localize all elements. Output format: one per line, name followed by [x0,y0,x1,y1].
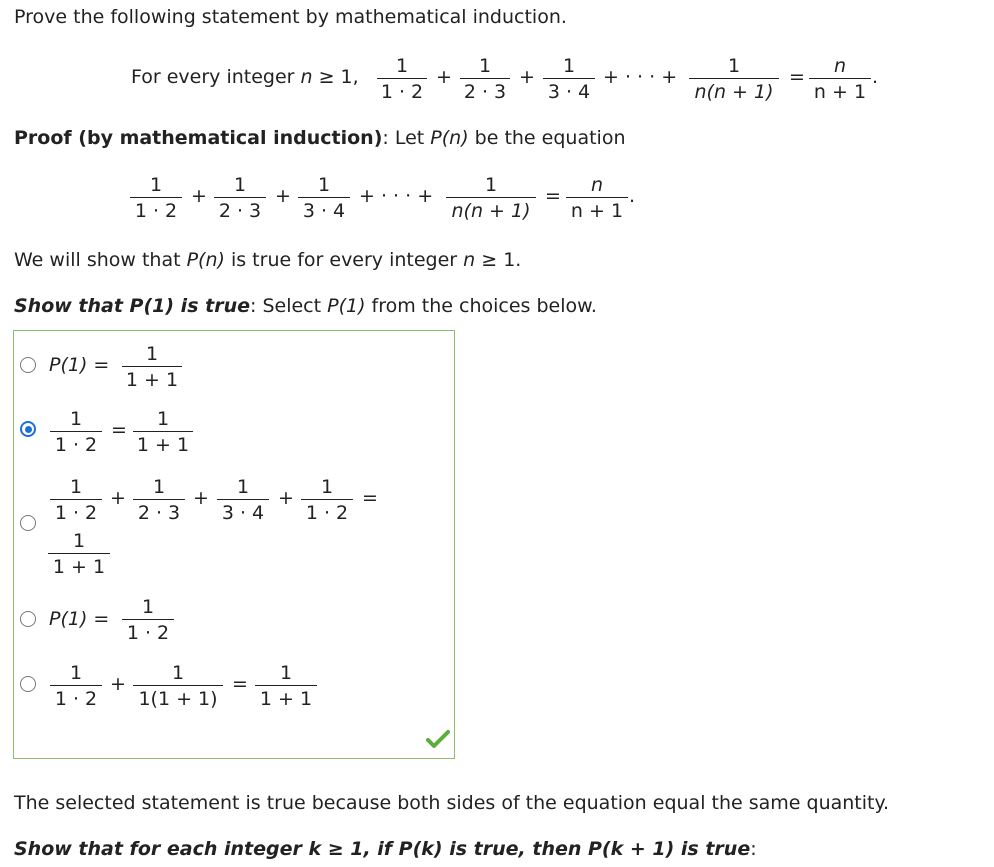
fraction [133,662,223,710]
fraction [122,343,182,391]
fraction-den: 1 · 2 [126,622,170,644]
fraction-num: 1 [279,662,293,684]
step2-colon: : [750,838,757,860]
fraction [543,55,595,103]
fraction [301,476,353,524]
statement-var: n [300,66,313,88]
fraction-den: 1 · 2 [54,434,98,456]
fraction [50,408,102,456]
plus-sign: + [519,66,535,88]
show-all-pre: We will show that [14,249,187,271]
fraction-den: 1 · 2 [54,688,98,710]
equals-sign: = [789,66,805,88]
fraction-num: 1 [171,662,185,684]
fraction-num: 1 [727,55,741,77]
fraction-num: 1 [69,476,83,498]
pn-symbol: P(n) [186,249,225,271]
fraction-den: 3 · 4 [547,81,591,103]
statement-prefix [131,66,359,88]
fraction [377,55,427,103]
period: . [872,66,879,88]
plus-sign: + [278,487,294,509]
fraction-num: 1 [72,530,86,552]
plus-sign: + [275,185,291,207]
fraction-den: 1 + 1 [52,556,106,578]
plus-sign: + [436,66,452,88]
fraction [217,476,269,524]
fraction [214,174,266,222]
fraction [446,174,536,222]
fraction [298,174,350,222]
fraction [133,476,185,524]
radio-button-c[interactable] [20,515,36,531]
step1-label: Show that P(1) is true [14,295,250,317]
equals-sign: = [232,673,248,695]
fraction-num: 1 [141,596,155,618]
fraction-num: n [590,174,604,196]
plus-sign: + [193,487,209,509]
fraction-den: 1(1 + 1) [138,688,218,710]
fraction-den: 1 · 2 [54,502,98,524]
step2-heading [14,838,757,860]
fraction-num: 1 [69,408,83,430]
fraction-den: 1 + 1 [125,369,179,391]
fraction [566,174,628,222]
fraction-num: 1 [478,55,492,77]
proof-line [14,127,626,149]
ellipsis: + · · · + [359,185,434,207]
choice-d-lhs: P(1) = [49,608,110,630]
fraction-num: 1 [149,174,163,196]
fraction-den: 1 + 1 [259,688,313,710]
fraction [255,662,317,710]
plus-sign: + [110,673,126,695]
radio-button-d[interactable] [20,611,36,627]
step2-label: Show that for each integer k ≥ 1, if P(k) is true, then P(k + 1) is true [14,838,751,860]
step1-heading [14,295,597,317]
show-all-post: ≥ 1. [475,249,522,271]
proof-tail: be the equation [468,127,626,149]
fraction-num: 1 [484,174,498,196]
problem-intro: Prove the following statement by mathematical induction. [14,6,567,28]
fraction [133,408,193,456]
fraction-den: 1 + 1 [136,434,190,456]
fraction-num: 1 [69,662,83,684]
fraction-den: 2 · 3 [218,200,262,222]
fraction [122,596,174,644]
radio-button-a[interactable] [20,357,36,373]
fraction-den: n + 1 [813,81,867,103]
fraction [689,55,779,103]
step1-rest-pre: : Select [250,295,328,317]
fraction-num: 1 [562,55,576,77]
fraction-num: 1 [152,476,166,498]
ellipsis: + · · · + [603,66,678,88]
fraction [50,476,102,524]
fraction-den: 2 · 3 [463,81,507,103]
fraction-num: 1 [145,343,159,365]
fraction-num: 1 [156,408,170,430]
equals-sign: = [545,185,561,207]
fraction-den: n(n + 1) [694,81,774,103]
radio-button-b-selected[interactable] [20,421,36,437]
fraction-den: n(n + 1) [451,200,531,222]
fraction [50,662,102,710]
choice-a-lhs: P(1) = [49,354,110,376]
radio-button-e[interactable] [20,676,36,692]
period: . [629,185,636,207]
fraction-den: 1 · 2 [134,200,178,222]
fraction-num: 1 [395,55,409,77]
statement-cond: ≥ 1, [312,66,359,88]
fraction-den: n + 1 [570,200,624,222]
proof-label: Proof (by mathematical induction) [14,127,383,149]
p1-symbol: P(1) [327,295,366,317]
conclusion-text: The selected statement is true because both sides of the equation equal the same quantity. [14,792,890,814]
proof-colon-text: : Let [382,127,431,149]
fraction-num: 1 [320,476,334,498]
show-all-line [14,249,521,271]
fraction-num: 1 [236,476,250,498]
pn-symbol: P(n) [430,127,469,149]
fraction-num: 1 [233,174,247,196]
fraction-den: 3 · 4 [221,502,265,524]
show-all-var: n [463,249,476,271]
fraction [809,55,871,103]
step1-rest-post: from the choices below. [365,295,597,317]
fraction-den: 1 · 2 [380,81,424,103]
fraction-den: 2 · 3 [137,502,181,524]
fraction-num: 1 [317,174,331,196]
fraction-num: n [833,55,847,77]
checkmark-icon [426,729,450,749]
plus-sign: + [110,487,126,509]
fraction-den: 3 · 4 [302,200,346,222]
equals-sign: = [362,487,378,509]
fraction [460,55,510,103]
plus-sign: + [191,185,207,207]
statement-prefix-text: For every integer [131,66,301,88]
equals-sign: = [111,419,127,441]
fraction-den: 1 · 2 [305,502,349,524]
fraction [130,174,182,222]
fraction [48,530,110,578]
show-all-mid: is true for every integer [224,249,464,271]
